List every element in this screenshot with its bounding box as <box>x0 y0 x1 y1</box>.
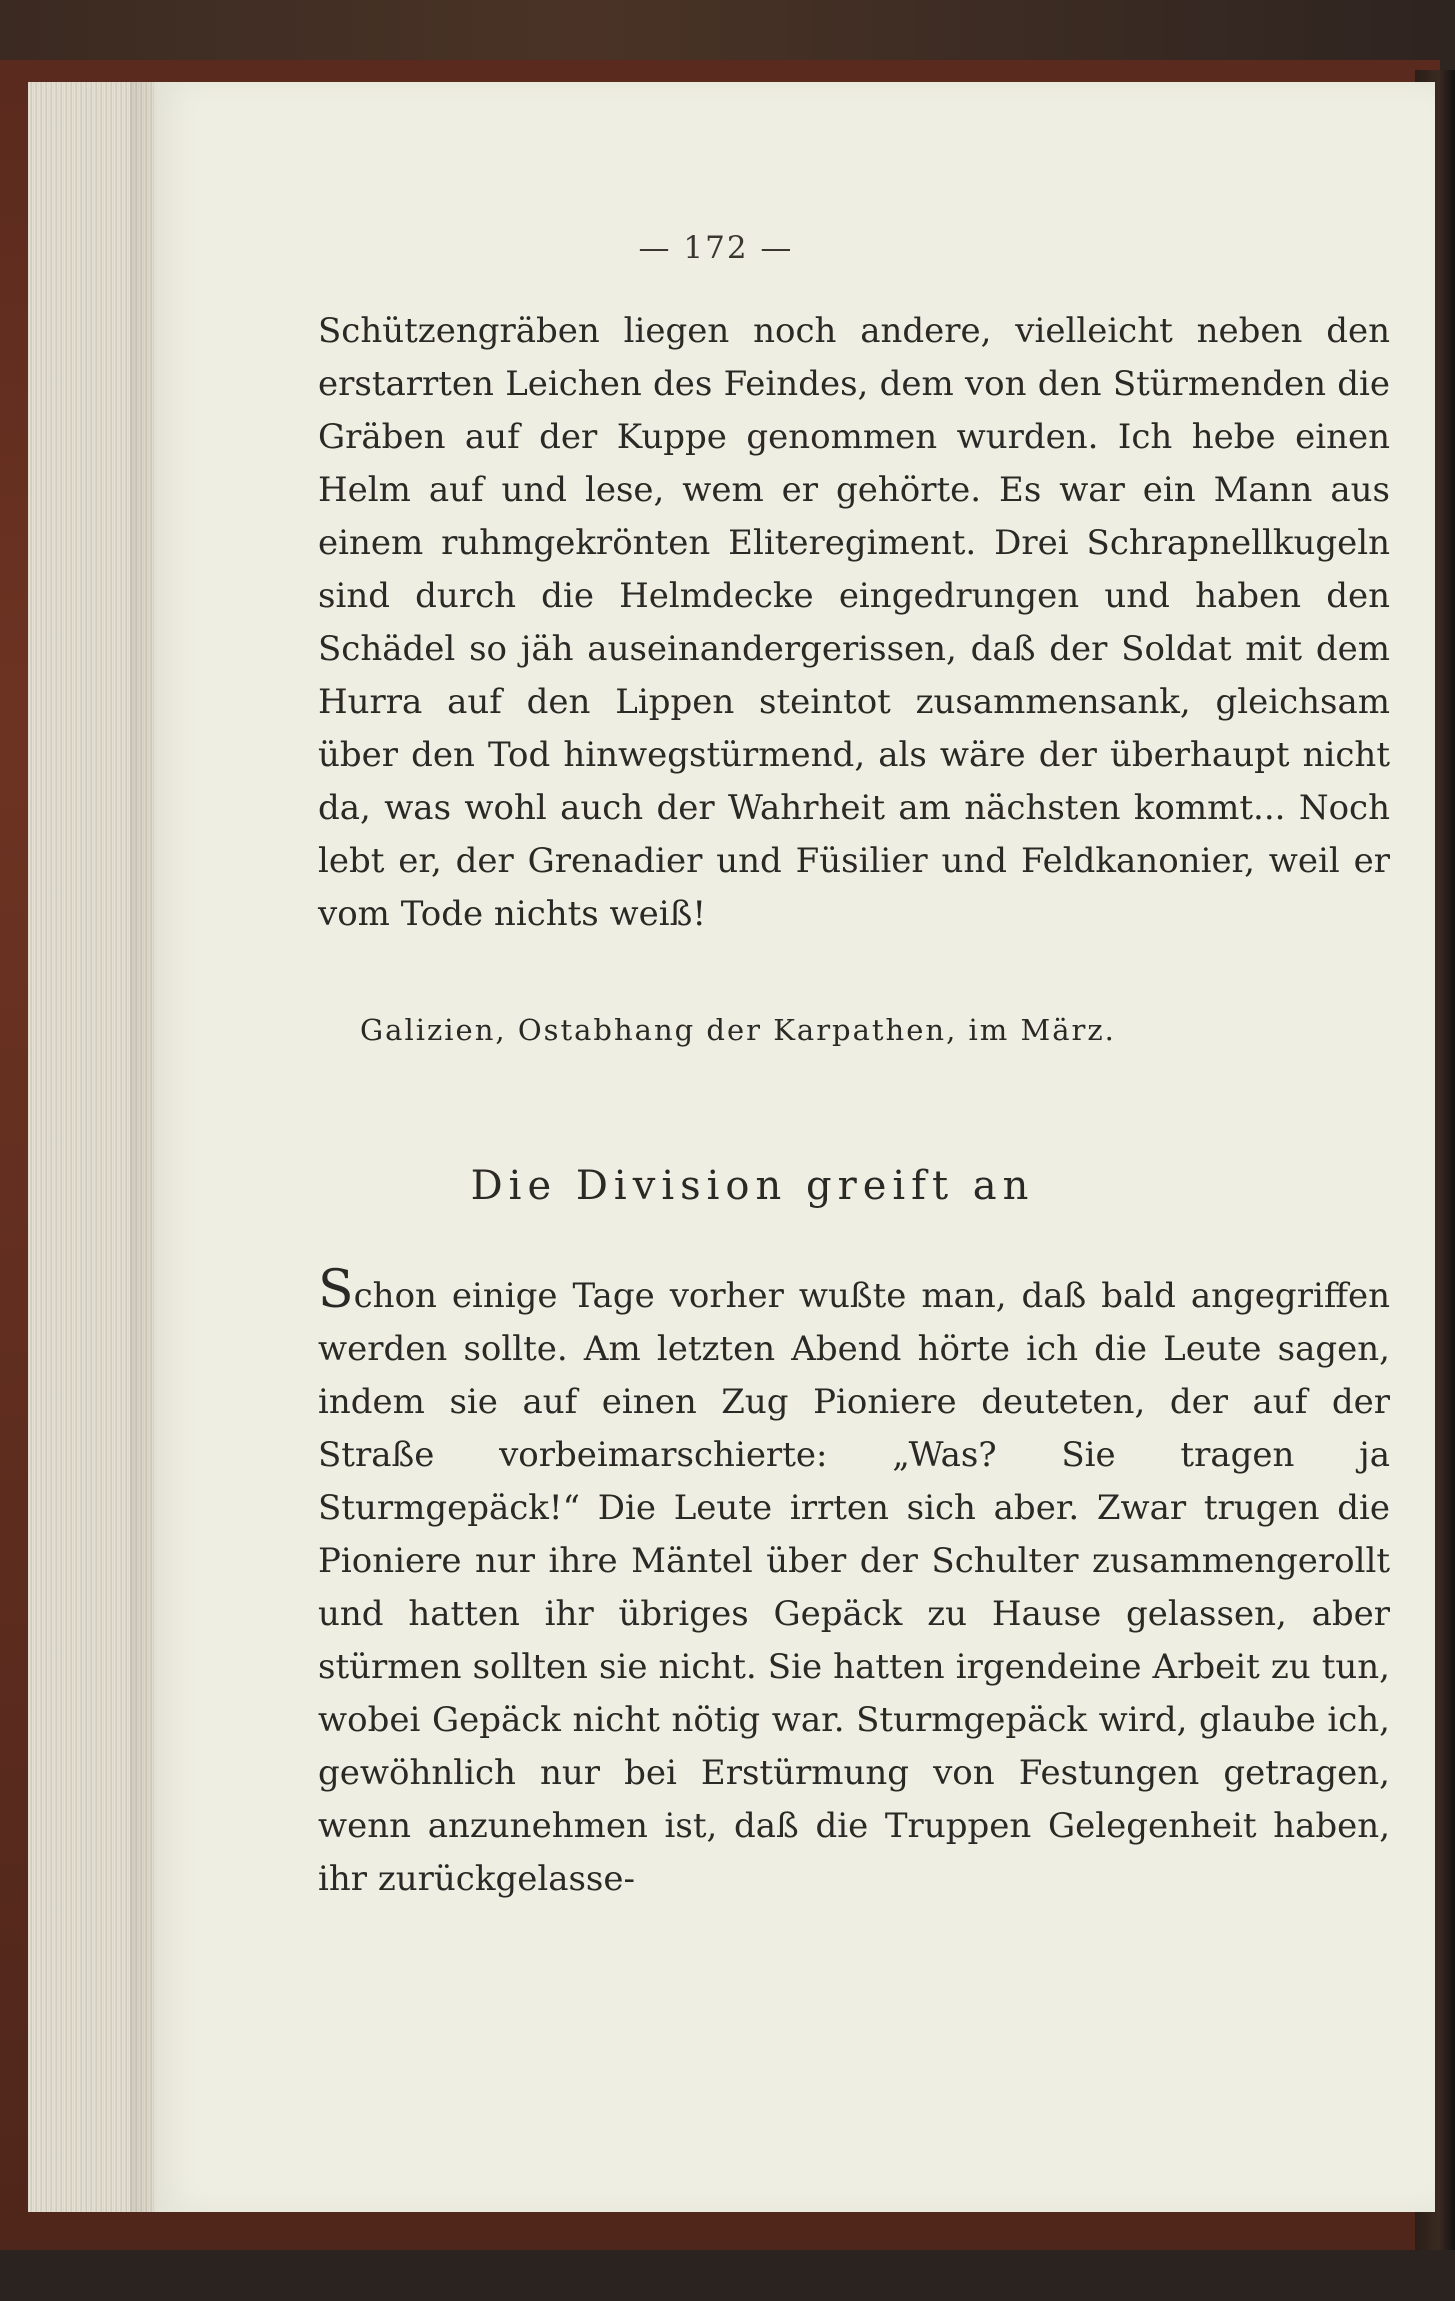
chapter-opening-paragraph <box>318 1260 1390 1906</box>
chapter-title: Die Division greift an <box>470 1163 1035 1209</box>
page-gutter-shadow <box>130 82 160 2212</box>
place-and-date-line: Galizien, Ostabhang der Karpathen, im März. <box>360 1013 1116 1047</box>
page-number: — 172 — <box>638 230 794 266</box>
paragraph-continuation <box>318 305 1390 941</box>
paragraph-text-2 <box>318 1260 1390 1906</box>
paragraph-text: Schützengräben liegen noch andere, vielleicht neben den erstarrten Leichen des Feindes, dem von den Stürmenden die Gräben auf der Kuppe genommen wurden. Ich hebe einen Helm auf und lese, wem er gehörte. Es war ein Mann aus einem ruhmgekrönten Eliteregiment. Drei Schrapnellkugeln sind durch die Helmdecke eingedrungen und haben den Schädel so jäh auseinandergerissen, daß der Soldat mit dem Hurra auf den Lippen steintot zusammensank, gleichsam über den Tod hinwegstürmend, als wäre der überhaupt nicht da, was wohl auch der Wahrheit am nächsten kommt... Noch lebt er, der Grenadier und Füsilier und Feldkanonier, weil er vom Tode nichts weiß! <box>318 311 1390 934</box>
paragraph-body: chon einige Tage vorher wußte man, daß bald angegriffen werden sollte. Am letzten Abend hörte ich die Leute sagen, indem sie auf einen Zug Pioniere deuteten, der auf der Straße vorbeimarschierte: „Was? Sie tragen ja Sturmgepäck!“ Die Leute irrten sich aber. Zwar trugen die Pioniere nur ihre Mäntel über der Schulter zusammengerollt und hatten ihr übriges Gepäck zu Hause gelassen, aber stürmen sollten sie nicht. Sie hatten irgendeine Arbeit zu tun, wobei Gepäck nicht nötig war. Sturmgepäck wird, glaube ich, gewöhnlich nur bei Erstürmung von Festungen getragen, wenn anzunehmen ist, daß die Truppen Gelegenheit haben, ihr zurückgelasse- <box>318 1276 1390 1899</box>
drop-cap: S <box>318 1260 354 1320</box>
backdrop-bottom <box>0 2250 1455 2301</box>
